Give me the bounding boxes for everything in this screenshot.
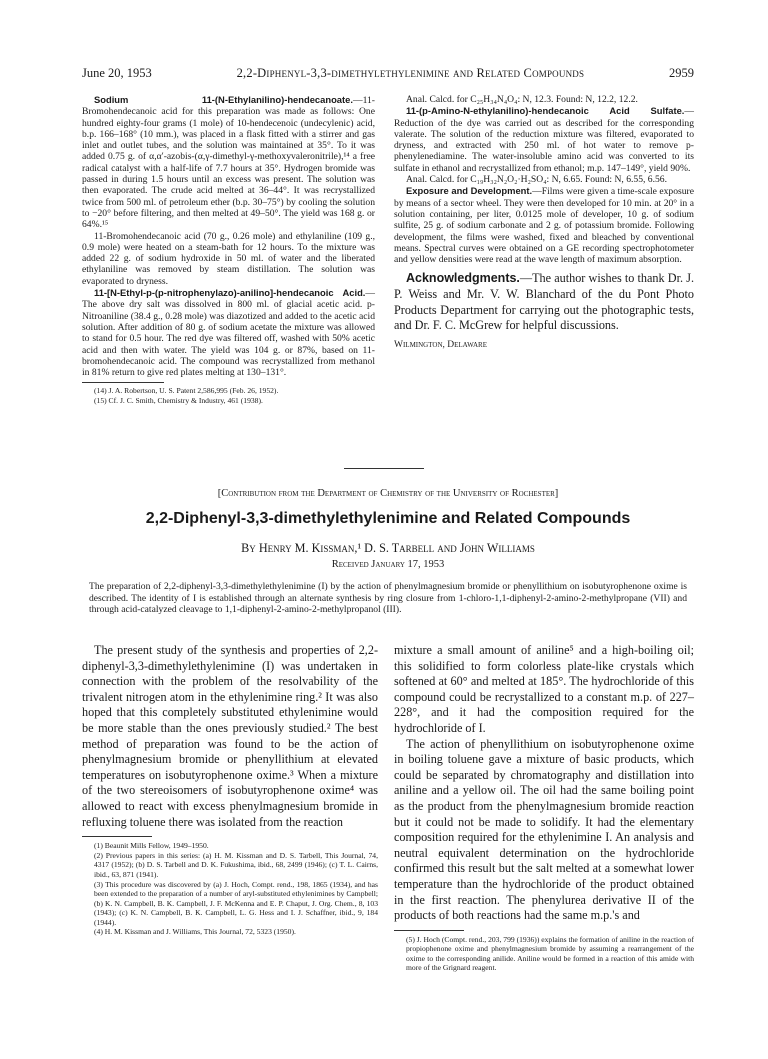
body-paragraph: The present study of the synthesis and properties of 2,2-diphenyl-3,3-dimethylethylenimine (I) was undertaken in connection with the problem of the resolvability of the trivalent nitrogen atom in the ethylenimine ring.² It was also hoped that this completely substituted ethylenimine would be more stable than the ones previously studied.² The best method of preparation was found to be the action of phenylmagnesium bromide or phenyllithium at elevated temperatures on isobutyrophenone oxime.³ When a mixture of the two stereoisomers of isobutyrophenone oxime⁴ was allowed to react with excess phenylmagnesium bromide in refluxing toluene there was isolated from the reaction (82, 643, 378, 829)
running-title: 2,2-Diphenyl-3,3-dimethylethylenimine and Related Compounds (236, 66, 585, 80)
section-head: Exposure and Development. (406, 185, 533, 197)
analysis-line: Anal. Calcd. for C₁₉H₃₂N₂O₂·H₂SO₄: N, 6.65. Found: N, 6.55, 6.56. (406, 174, 667, 186)
experimental-paragraph: Sodium 11-(N-Ethylanilino)-hendecanoate.—11-Bromohendecanoic acid for this preparation was made as follows: One hundred eighty-four grams (1 mole) of 10-hendecenoic (undecylenic) acid, b.p. 166–168° (10 mm.), was placed in a flask fitted with a stirrer and gas inlet and outlet tubes, and the solution was maintained at 35°. To it was added 0.75 g. of α,α′-azobis-(α,γ-dimethyl-γ-methoxyvaleronitrile),¹⁴ a free radical catalyst with a half-life of 7.7 hours at 35°. Hydrogen bromide was passed in during 1.5 hours until an excess was present. The solution was then evaporated. The crude acid melted at 36–44°. It was recrystallized twice from 500 ml. of petroleum ether (b.p. 30–75°) by cooling the solution to −20° before filtering, and then melted at 49–50°. The yield was 168 g. or 64%.¹⁵ (82, 94, 375, 231)
footnote-rule (82, 382, 164, 383)
footnote-rule (82, 836, 152, 837)
acknowledgments: Acknowledgments.—The author wishes to thank Dr. J. P. Weiss and Mr. V. W. Blanchard of the du Pont Photo Products Department for carrying out the photographic tests, and Dr. F. C. McGrew for helpful discussions. (394, 271, 694, 333)
experimental-paragraph: 11-Bromohendecanoic acid (70 g., 0.26 mole) and ethylaniline (109 g., 0.9 mole) were heated on a steam-bath for 12 hours. To the mixture was added 22 g. of sodium hydroxide in 50 ml. of water and the liberated ethylaniline was removed by steam distillation. The solution was evaporated to dryness. (82, 230, 375, 287)
footnote: (5) J. Hoch (Compt. rend., 203, 799 (1936)) explains the formation of aniline in the reaction of propiophenone oxime and phenylmagnesium bromide by assuming a rearrangement of the oxime to the corresponding anilide. Aniline would be formed in a reaction of this amide with more of the Grignard reagent. (406, 934, 694, 973)
footnote-rule (394, 930, 464, 931)
acknowledgments-head: Acknowledgments. (406, 271, 520, 286)
article-authors: By Henry M. Kissman,¹ D. S. Tarbell and John Williams (241, 541, 535, 555)
top-left-column (82, 94, 375, 406)
footnote: (3) This procedure was discovered by (a) J. Hoch, Compt. rend., 198, 1865 (1934), and has been extended to the preparation of a number of aryl-substituted ethylenimines by Campbell; (b) K. N. Campbell, B. K. Campbell, J. F. McKenna and E. P. Chaput, J. Org. Chem., 8, 103 (1943); (c) K. N. Campbell, B. K. Campbell, L. G. Hess and I. J. Schaffner, ibid., 9, 184 (1944). (94, 879, 378, 927)
body-left-column (82, 643, 378, 937)
body-paragraph: mixture a small amount of aniline⁵ and a high-boiling oil; this solidified to form colorless plate-like crystals which softened at 60° and melted at 185°. The hydrochloride of this compound could be recrystallized to a constant m.p. of 227–228°, and it had the composition required for the hydrochloride of I. (394, 643, 694, 735)
location: Wilmington, Delaware (394, 339, 487, 350)
section-head: 11-(p-Amino-N-ethylanilino)-hendecanoic Acid Sulfate. (406, 105, 685, 117)
contribution-line: [Contribution from the Department of Chemistry of the University of Rochester] (217, 488, 559, 499)
footnote: (1) Beaunit Mills Fellow, 1949–1950. (94, 841, 209, 851)
article-title: 2,2-Diphenyl-3,3-dimethylethylenimine and Related Compounds (145, 510, 631, 527)
page-header (82, 66, 694, 81)
abstract: The preparation of 2,2-diphenyl-3,3-dimethylethylenimine (I) by the action of phenylmagnesium bromide or phenyllithium on isobutyrophenone oxime is described. The identity of I is established through an alternate synthesis by ring closure from 1-chloro-1,1-diphenyl-2-amino-2-methylpropane (VII) and through acid-catalyzed cleavage to 1,1-diphenyl-2-amino-2-methylpropanol (III). (89, 581, 687, 615)
top-right-column (394, 94, 694, 351)
article-divider (344, 468, 424, 469)
section-head: 11-[N-Ethyl-p-(p-nitrophenylazo)-anilino]-hendecanoic Acid. (94, 287, 366, 299)
received-date: Received January 17, 1953 (331, 559, 445, 570)
footnote: (2) Previous papers in this series: (a) H. M. Kissman and D. S. Tarbell, This Journal, 74, 4317 (1952); (b) D. S. Tarbell and D. K. Fukushima, ibid., 68, 2499 (1946); (c) T. L. Cairns, ibid., 63, 871 (1941). (94, 850, 378, 879)
footnote: (4) H. M. Kissman and J. Williams, This Journal, 72, 5323 (1950). (94, 927, 296, 937)
experimental-paragraph: 11-(p-Amino-N-ethylanilino)-hendecanoic Acid Sulfate.—Reduction of the dye was carried out as described for the corresponding valerate. The solution of the reduction mixture was filtered, evaporated to dryness, and extracted with 250 ml. of hot water to remove p-phenylenediamine. The water-insoluble amino acid was converted to its sulfate in ethanol and recrystallized from ethanol; m.p. 147–149°, yield 90%. (394, 105, 694, 174)
footnotes (82, 386, 375, 405)
section-head: Sodium 11-(N-Ethylanilino)-hendecanoate. (94, 94, 353, 105)
page-number: 2959 (668, 66, 694, 80)
experimental-paragraph: Exposure and Development.—Films were given a time-scale exposure by means of a sector wheel. They were then developed for 10 min. at 20° in a solution containing, per liter, 0.0125 mole of developer, 10 g. of sodium sulfite, 25 g. of sodium carbonate and 2 g. of potassium bromide. Following development, the films were washed, fixed and bleached by conventional means. Spectral curves were obtained on a GE recording spectrophotometer and yellow densities were read at the wave length of maximum absorption. (394, 185, 694, 266)
footnotes (82, 841, 378, 937)
footnote: (14) J. A. Robertson, U. S. Patent 2,586,995 (Feb. 26, 1952). (94, 386, 279, 396)
body-right-column (394, 643, 694, 973)
body-paragraph: The action of phenyllithium on isobutyrophenone oxime in boiling toluene gave a mixture of basic products, which could be separated by chromatography and distillation into aniline and a yellow oil. The oil had the same boiling point as the product from the phenylmagnesium bromide reaction but it could not be made to solidify. It had the elementary composition required for the ethylenimine I. An analysis and neutral equivalent determination on the hydrochloride confirmed this result but the salt melted at a somewhat lower temperature than the hydrochloride of the product obtained in the first reaction. The phenylurea derivative II of the products of both reactions had the same m.p.'s and (394, 736, 694, 923)
footnotes (394, 935, 694, 973)
footnote: (15) Cf. J. C. Smith, Chemistry & Industry, 461 (1938). (94, 396, 263, 406)
analysis-line: Anal. Calcd. for C₂₅H₃₄N₄O₄: N, 12.3. Found: N, 12.2, 12.2. (406, 94, 638, 105)
experimental-paragraph: 11-[N-Ethyl-p-(p-nitrophenylazo)-anilino]-hendecanoic Acid.—The above dry salt was dissolved in 800 ml. of glacial acetic acid. p-Nitroaniline (38.4 g., 0.28 mole) was diazotized and added to the acetic acid solution. After addition of 80 g. of sodium acetate the mixture was allowed to stand for 0.5 hour. The red dye was filtered off, washed with 50% acetic acid and then with water. The yield was 104 g. or 87%, based on 11-bromohendecanoic acid. The compound was recrystallized from methanol in 81% return to give red plates melting at 130–131°. (82, 287, 375, 379)
header-date: June 20, 1953 (82, 66, 152, 80)
